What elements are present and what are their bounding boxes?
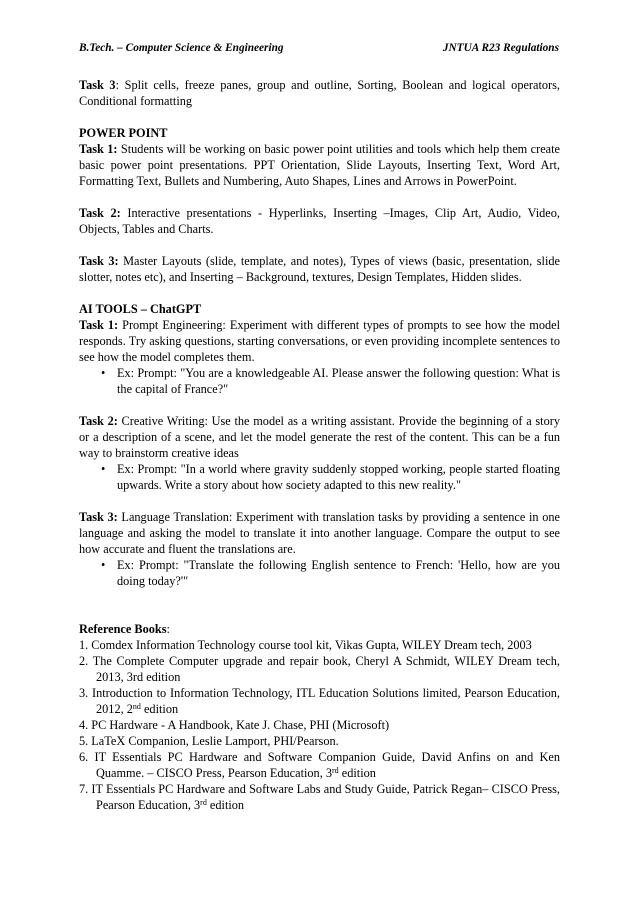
task-text: Interactive presentations - Hyperlinks, Inserting –Images, Clip Art, Audio, Video, Objects, Tables and Charts. (79, 206, 560, 236)
reference-item: 2. The Complete Computer upgrade and repair book, Cheryl A Schmidt, WILEY Dream tech, 2013, 3rd edition (79, 654, 560, 684)
reference-books-heading (79, 621, 560, 637)
example-bullet: • Ex: Prompt: "You are a knowledgeable AI. Please answer the following question: What is the capital of France?" (117, 365, 560, 397)
task-label: Task 3 (79, 78, 116, 92)
excel-task-3 (79, 77, 560, 109)
task-text: Language Translation: Experiment with translation tasks by providing a sentence in one language and asking the model to translate it into another language. Compare the output to see how accurate and fluent the translations are. (79, 510, 560, 556)
heading-colon: : (166, 622, 170, 636)
reference-item: 3. Introduction to Information Technology, ITL Education Solutions limited, Pearson Education, 2012, 2nd edition (79, 686, 560, 716)
ai-task-1-examples (79, 365, 560, 397)
task-text: : Split cells, freeze panes, group and outline, Sorting, Boolean and logical operators, Conditional formatting (79, 78, 560, 108)
header-left: B.Tech. – Computer Science & Engineering (79, 42, 284, 54)
example-bullet: • Ex: Prompt: "In a world where gravity suddenly stopped working, people started floating upwards. Write a story about how society adapted to this new reality." (117, 461, 560, 493)
task-label: Task 3: (79, 510, 118, 524)
page-header (79, 40, 559, 56)
header-right: JNTUA R23 Regulations (442, 42, 559, 54)
reference-item: 4. PC Hardware - A Handbook, Kate J. Chase, PHI (Microsoft) (79, 718, 390, 732)
task-text: Prompt Engineering: Experiment with different types of prompts to see how the model responds. Try asking questions, starting conversations, or even providing incomplete sentences to see how the model completes them. (79, 318, 560, 364)
powerpoint-heading: POWER POINT (79, 126, 168, 140)
powerpoint-task-3 (79, 253, 560, 285)
task-text: Students will be working on basic power point utilities and tools which help them create basic power point presentations. PPT Orientation, Slide Layouts, Inserting Text, Word Art, Formatting Text, Bullets and Numbering, Auto Shapes, Lines and Arrows in PowerPoint. (79, 142, 560, 188)
ai-task-2 (79, 413, 560, 461)
powerpoint-task-1 (79, 141, 560, 189)
task-label: Task 2: (79, 414, 118, 428)
reference-item: 7. IT Essentials PC Hardware and Software Labs and Study Guide, Patrick Regan– CISCO Press, Pearson Education, 3rd edition (79, 782, 560, 812)
task-label: Task 3: (79, 254, 119, 268)
example-bullet: • Ex: Prompt: "Translate the following English sentence to French: 'Hello, how are you doing today?'" (117, 557, 560, 589)
ai-task-2-examples (79, 461, 560, 493)
reference-list (79, 637, 560, 813)
task-text: Master Layouts (slide, template, and notes), Types of views (basic, presentation, slide slotter, notes etc), and Inserting – Background, textures, Design Templates, Hidden slides. (79, 254, 560, 284)
ai-task-1 (79, 317, 560, 365)
ai-task-3-examples (79, 557, 560, 589)
task-label: Task 1: (79, 142, 118, 156)
powerpoint-task-2 (79, 205, 560, 237)
ai-task-3 (79, 509, 560, 557)
task-text: Creative Writing: Use the model as a writing assistant. Provide the beginning of a story or a description of a scene, and let the model generate the rest of the content. This can be a fun way to brainstorm creative ideas (79, 414, 560, 460)
reference-item: 6. IT Essentials PC Hardware and Software Companion Guide, David Anfins on and Ken Quamme. – CISCO Press, Pearson Education, 3rd edition (79, 750, 560, 780)
reference-item: 5. LaTeX Companion, Leslie Lamport, PHI/Pearson. (79, 734, 339, 748)
page-content (79, 77, 560, 813)
task-label: Task 1: (79, 318, 119, 332)
ai-tools-heading: AI TOOLS – ChatGPT (79, 302, 202, 316)
heading-label: Reference Books (79, 622, 167, 636)
reference-item: 1. Comdex Information Technology course tool kit, Vikas Gupta, WILEY Dream tech, 2003 (79, 638, 532, 652)
task-label: Task 2: (79, 206, 121, 220)
